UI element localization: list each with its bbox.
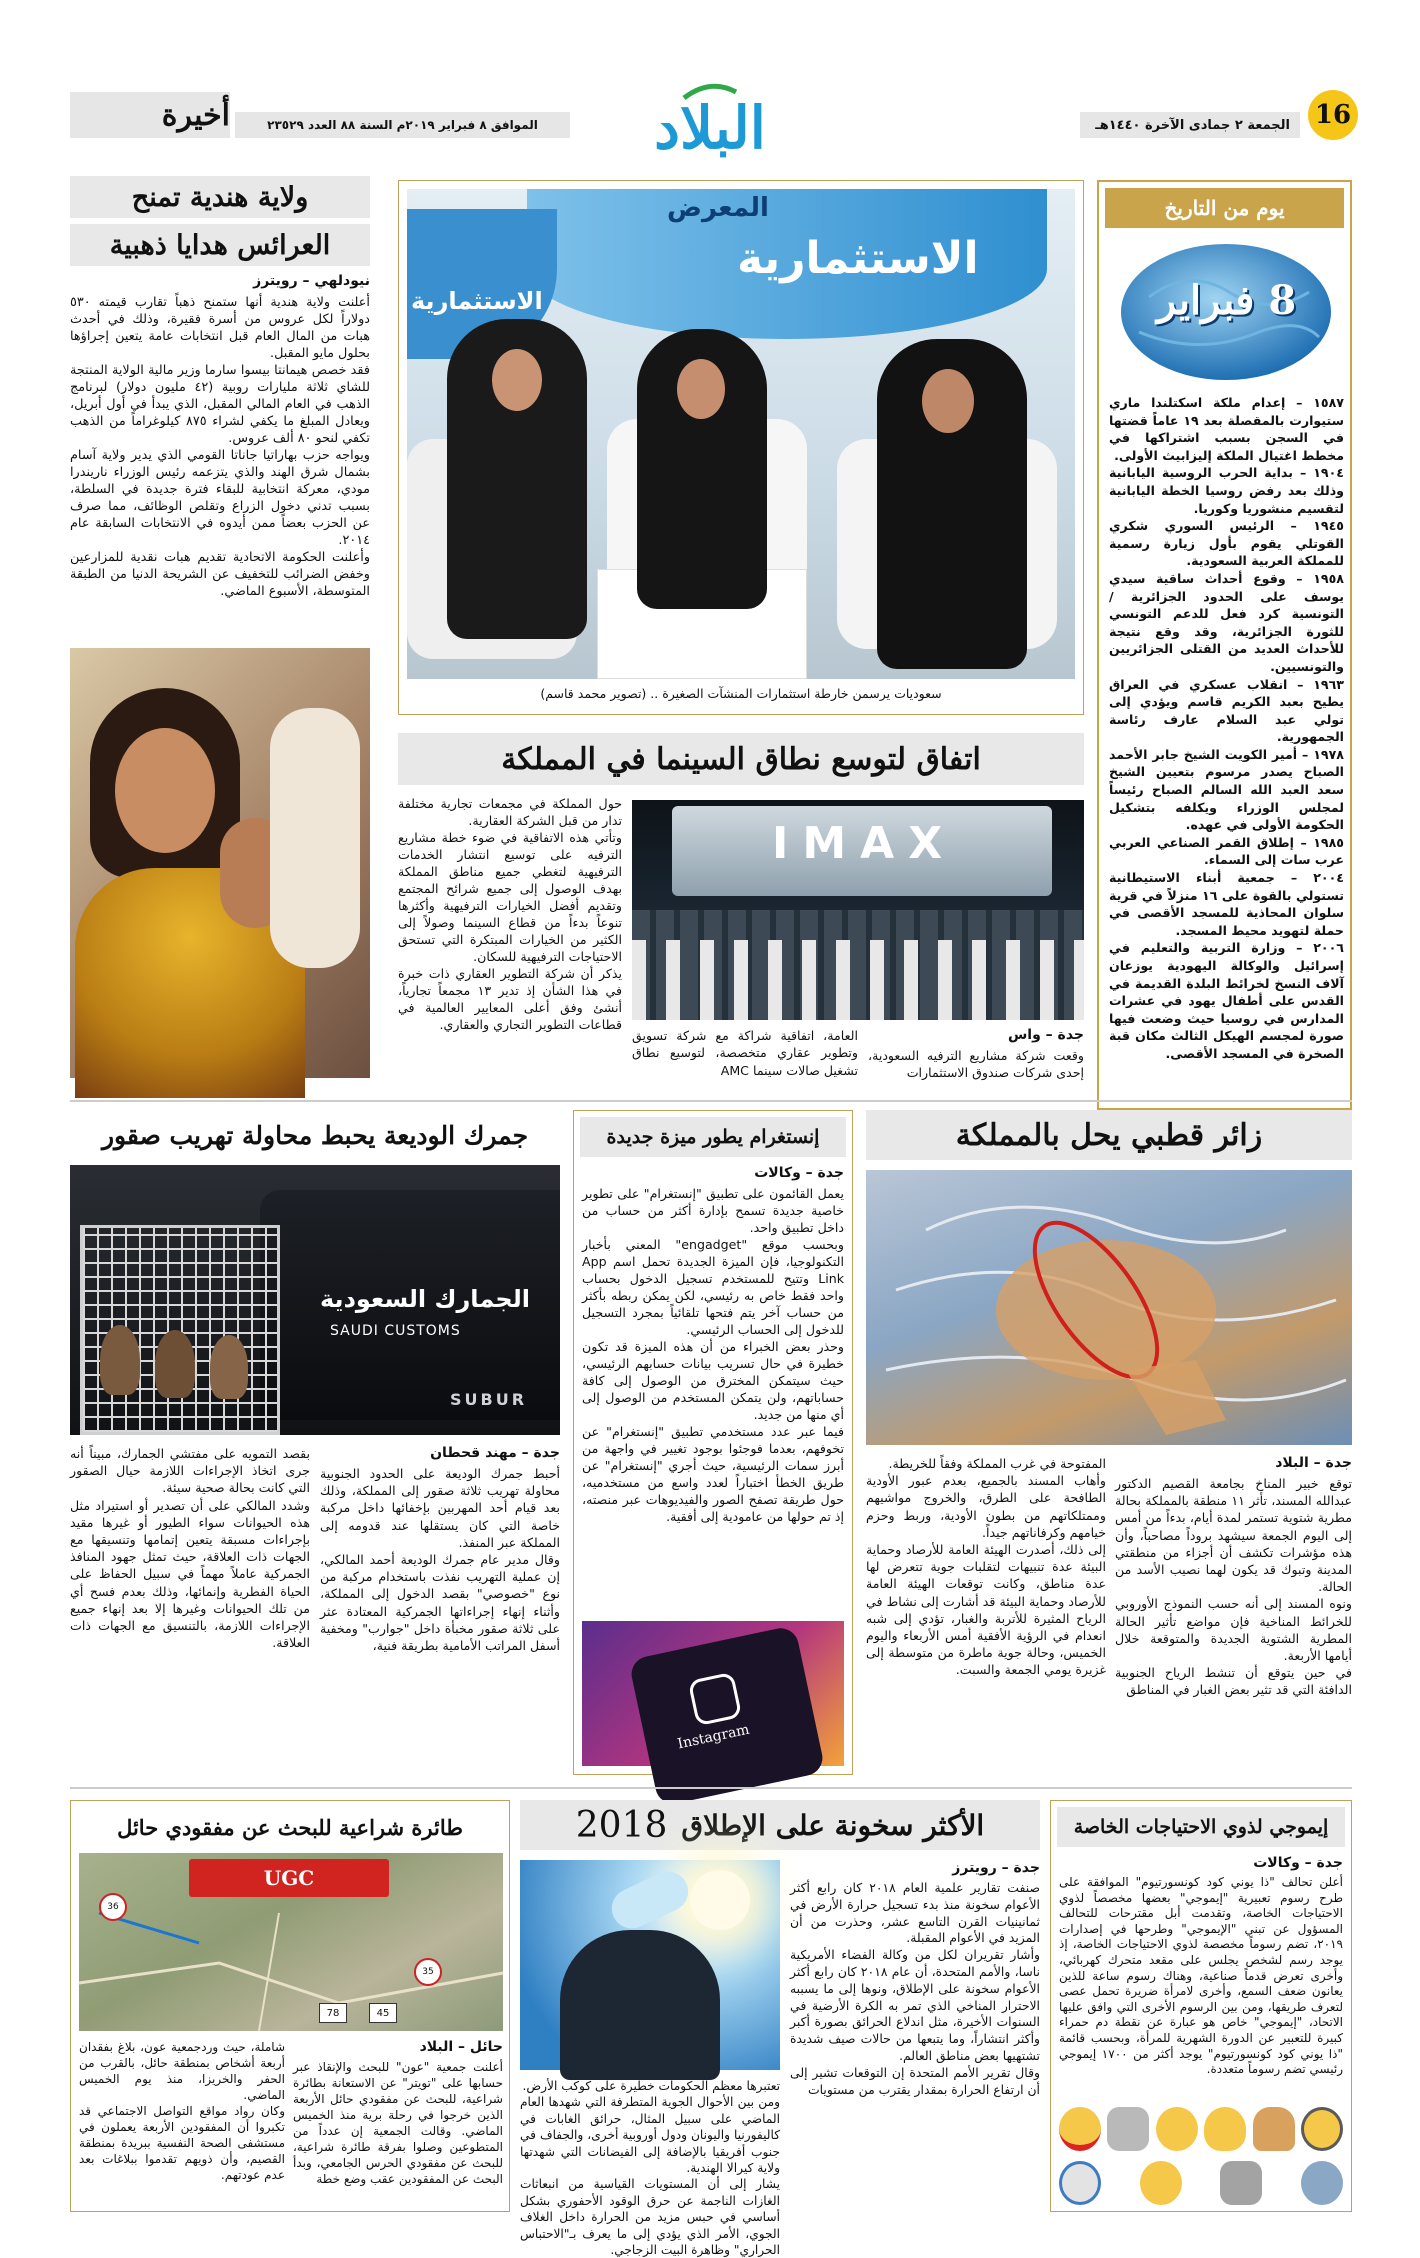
- map-marker-a: [319, 2003, 347, 2023]
- cinema-audience: [632, 940, 1084, 1020]
- heat-title-bar: [520, 1800, 1040, 1850]
- history-body: ١٥٨٧ – إعدام ملكة اسكتلندا ماري ستيوارت بالمقصلة بعد ١٩ عاماً قضتها في السجن بسبب اشتراكها في مخطط اغتيال الملكة إليزابيث الأولى. ١٩٠٤ – بداية الحرب الروسية اليابانية وذلك بعد رفض روسيا الخطة اليابانية لتقسيم منشوريا وكوريا. ١٩٤٥ – الرئيس السوري شكري القوتلي يقوم بأول زيارة رسمية للمملكة العربية السعودية. ١٩٥٨ – وقوع أحداث ساقية سيدي يوسف على الحدود الجزائرية / التونسية كرد فعل للدعم التونسي للثورة الجزائرية، وقد وقع نتيجة للأحداث العديد من القتلى الجزائريين والتونسيين. ١٩٦٣ – انقلاب عسكري في العراق يطيح بعبد الكريم قاسم ويؤدي إلى تولي عبد السلام عارف رئاسة الجمهورية. ١٩٧٨ – أمير الكويت الشيخ جابر الأحمد الصباح يصدر مرسوم بتعيين الشيخ سعد العبد الله السالم الصباح رئيساً لمجلس الوزراء ويكلفه بتشكيل الحكومة الأولى في عهده. ١٩٨٥ – إطلاق القمر الصناعي العربي عرب سات إلى السماء. ٢٠٠٤ – جمعية أبناء الاستيطانية تستولي بالقوة على ١٦ منزلاً في قرية سلوان المحاذية للمسجد الأقصى في حملة لتهويد محيط المسجد. ٢٠٠٦ – وزارة التربية والتعليم في إسرائيل والوكالة اليهودية يوزعان آلاف النسخ لخرائط البلدة القديمة في القدس على أطفال يهود في عشرات المدارس في روسيا حيث وضعت فيها صورة لمجسم الهيكل الثالث مكان قبة الصخرة في المسجد الأقصى.: [1109, 395, 1344, 1061]
- instagram-title: إنستغرام يطور ميزة جديدة: [580, 1117, 846, 1157]
- cinema-body-left: حول المملكة في مجمعات تجارية مختلفة تدار من قبل الشركة العقارية. وتأتي هذه الاتفاقية في ضوء خطة مشاريع الترفيه على توسيع انتشار الخدمات الترفيهية لتغطي جميع مناطق المملكة بهدف الوصول إلى جميع شرائح المجتمع وتقديم أفضل الخيارات الترفيهية وأكثرها تنوعاً بدءاً من قطاع السينما وصولاً إلى الكثير من الخيارات المبتكرة التي تستحق الاحتياجات الترفيهية للسكان. يذكر أن شركة التطوير العقاري ذات خبرة في هذا الشأن إذ تدير ١٣ مجمعاً تجارياً، أنشئ وفق أعلى المعايير العالمية في قطاعات التطوير التجاري والعقاري.: [398, 796, 622, 1032]
- falcon-3: [210, 1335, 248, 1399]
- emoji-body: أعلن تحالف "ذا يوني كود كونسورتيوم" الموافقة على طرح رسوم تعبيرية "إيموجي" بعضها مخصصاً لذوي الاحتياجات الخاصة، وتقدمت أبل مقترحات للتحالف المسؤول عن تبني "الإيموجي" وطرحها في إصدارات ٢٠١٩، تضم رسوماً مخصصة لذوي الاحتياجات الخاصة، إذ يوجد رسم لشخص يجلس على مقعد متحرك كهربائي، وأخرى تعرض قدماً صناعية، وهناك رسوم ساعة للذين يعانون ضعف السمع، وأخرى لامرأة ضريرة تحمل عصى لتعرف طريقها، ومن بين الرسوم الأخرى التي وافق عليها الاتحاد، "إيموجي" خاص هو عبارة عن نقطة دم حمراء كبيرة للتعبير عن الدورة الشهرية للمرأة، وبحسب قائمة "ذا يوني كود كونسورتيوم" يوجد أكثر من ١٧٠٠ إيموجي رئيسي تضم رسوماً متعددة.: [1059, 1875, 1344, 2077]
- drone-title: طائرة شراعية للبحث عن مفقودي حائل: [77, 1807, 503, 1847]
- cinema-title: اتفاق لتوسع نطاق السينما في المملكة: [398, 733, 1084, 785]
- india-byline: نيودلهي – رويترز: [253, 273, 370, 289]
- section-divider-2: [70, 1787, 1352, 1789]
- customs-body-right: أحبط جمرك الوديعة على الحدود الجنوبية محاولة تهريب ثلاثة صقور إلى المملكة، وذلك بعد قيام أحد المهربين بإخفائها داخل مركبة خاصة التي كان يستقلها عند قدومه إلى المملكة عبر المنفذ. وقال مدير عام جمرك الوديعة أحمد المالكي، إن عملية التهريب نفذت باستخدام مركبة من نوع "خصوصي" بقصد الدخول إلى المملكة، وأثناء إنهاء إجراءاتها الجمركية المعتادة عثر على ثلاثة صقور مخبأة داخل "جوارب" ومخفية أسفل المراتب الأمامية بطريقة فنية،: [320, 1466, 560, 1654]
- weather-map: [866, 1170, 1352, 1445]
- exhibition-photo-frame: [398, 180, 1084, 715]
- bride-photo: [70, 648, 370, 1078]
- cinema-body-mid: العامة، اتفاقية شراكة مع شركة تسويق وتطوير عقاري متخصصة، لتوسيع نطاق تشغيل صالات سينما AMC: [632, 1028, 858, 1078]
- page-number: 16: [1314, 100, 1352, 130]
- instagram-phone-photo: [582, 1621, 844, 1766]
- instagram-box: [573, 1110, 853, 1775]
- sign-language-emoji-icon: [1156, 2107, 1198, 2151]
- masthead-left-date: الموافق ٨ فبراير ٢٠١٩م السنة ٨٨ العدد ٢٣٥٢٩: [235, 112, 570, 138]
- date-graphic-text: 8 فبراير: [1156, 277, 1297, 324]
- india-title-line1: ولاية هندية تمنح: [70, 176, 370, 218]
- drone-box: [70, 1800, 510, 2212]
- emoji-grid: [1059, 2107, 1343, 2205]
- weather-map-graphic: [866, 1170, 1352, 1445]
- customs-photo: [70, 1165, 560, 1435]
- cinema-photo: [632, 800, 1084, 1020]
- section-label: أخيرة: [70, 92, 230, 138]
- india-body: أعلنت ولاية هندية أنها ستمنح ذهباً تقارب قيمته ٥٣٠ دولاراً لكل عروس من أسرة فقيرة، وذلك في أحدث هبات من المال العام قبل انتخابات عامة يتعين إجراؤها بحلول مايو المقبل. فقد خصص هيمانتا بيسوا سارما وزير مالية الولاية المنتجة للشاي ثلاثة مليارات روبية (٤٢ مليون دولار) لبرنامج الذهب في العام المالي المقبل، الذي يبدأ في أول أبريل، ويعادل المبلغ ما يكفي لشراء ٨٧٥ كيلوغراماً من الذهب تكفي لنحو ٨٠ ألف عروس. ويواجه حزب بهاراتيا جاناتا القومي الذي يدير ولاية آسام بشمال شرق الهند والذي يتزعمه رئيس الوزراء ناريندرا مودي، معركة انتخابية للبقاء فترة جديدة في السلطة، بسبب تدني دخول الزراع وتقلص الوظائف، مما صرف عن الحزب بعضاً ممن أيدوه في الانتخابات السابقة عام ٢٠١٤. وأعلنت الحكومة الاتحادية تقديم هبات نقدية للمزارعين وخفض الضرائب للتخفيف عن الشريحة الدنيا من الطبقة المتوسطة، الأسبوع الماضي.: [70, 295, 370, 599]
- exhibition-sign: [527, 189, 1047, 339]
- logo-swoosh-icon: [680, 82, 740, 102]
- guide-dog-emoji-icon: [1253, 2107, 1295, 2151]
- vehicle-model-text: SUBUR: [450, 1390, 528, 1409]
- weather-byline: جدة – البلاد: [1275, 1455, 1352, 1471]
- customs-body-left: بقصد التمويه على مفتشي الجمارك، مبيناً أنه جرى اتخاذ الإجراءات اللازمة حيال الصقور التي كانت بحالة صحية سيئة. وشدد المالكي على أن تصدير أو استيراد مثل هذه الحيوانات سواء الطيور أو غيرها مقيد بإجراءات مسبقة يتعين إتمامها وتنسيقها مع الجهات ذات العلاقة، حيث تمثل جهود المنافذ الجمركية عاملاً مهماً في سبيل الحفاظ على الحياة الفطرية وإنمائها، وذلك بعدم فسح أي من تلك الحيوانات وغيرها إلا بعد إنهاء جميع الإجراءات اللازمة، بالتنسيق مع الجهات ذات العلاقة.: [70, 1446, 310, 1651]
- cinema-body-right: وقعت شركة مشاريع الترفيه السعودية، إحدى شركات صندوق الاستثمارات: [868, 1048, 1084, 1081]
- woman-right-face: [922, 369, 974, 433]
- map-marker-a-label: 78: [326, 2007, 340, 2019]
- map-marker-d: [414, 1958, 442, 1986]
- man-silhouette: [560, 1930, 720, 2080]
- india-title-line2: العرائس هدايا ذهبية: [70, 224, 370, 266]
- woman-left-face: [492, 349, 542, 411]
- prosthetic-leg-emoji-icon: [1220, 2161, 1262, 2205]
- page-number-badge: [1308, 90, 1358, 140]
- sign-main-text: الاستثمارية: [737, 233, 979, 284]
- vehicle-english-text: SAUDI CUSTOMS: [330, 1323, 461, 1339]
- heat-title-text: الأكثر سخونة على الإطلاق: [681, 1808, 985, 1842]
- map-marker-b: [369, 2003, 397, 2023]
- map-roads: [79, 1853, 503, 2031]
- logo-text: البلاد: [654, 94, 766, 162]
- heat-body-right: صنفت تقارير علمية العام ٢٠١٨ كان رابع أكثر الأعوام سخونة منذ بدء تسجيل حرارة الأرض في ثمانينيات القرن التاسع عشر، وحذرت من أن المزيد في الأعوام المقبلة. وأشار تقريران لكل من وكالة الفضاء الأمريكية ناسا، والأمم المتحدة، أن عام ٢٠١٨ كان رابع أكثر الأعوام سخونة على الإطلاق، ونوها إلى ما يسببه الاحترار المناخي الذي تمر به الكرة الأرضية في السنوات الأخيرة، مثل اندلاع الحرائق بصورة أكبر وأكثر انتشاراً، وما يتبعها من حالات صيف شديدة تشتهيها بعض مناطق العالم. وقال تقرير الأمم المتحدة إن التوقعات تشير إلى أن ارتفاع الحرارة بمقدار يقترب من مستويات: [790, 1880, 1040, 2097]
- motorized-wheelchair-emoji-icon: [1301, 2161, 1343, 2205]
- drone-body-right: أعلنت جمعية "عون" للبحث والإنقاذ عبر حسابها على "تويتر" عن الاستعانة بطائرة شراعية، للبحث عن مفقودي حائل الأربعة الذين خرجوا في رحلة برية منذ الخميس الماضي. وقالت الجمعية إن عدداً من المتطوعين وصلوا بفرقة طائرة شراعية، للبحث عن مفقودي الحرس الجامعي، وبدأ البحث عن المفقودين عقب وضع خطة: [293, 2060, 503, 2186]
- heat-byline: جدة – رويترز: [952, 1860, 1040, 1876]
- blind-cane-emoji-icon: [1059, 2107, 1101, 2151]
- weather-title: زائر قطبي يحل بالمملكة: [866, 1110, 1352, 1160]
- instagram-body: يعمل القائمون على تطبيق "إنستغرام" على تطوير خاصية جديدة تسمح بإدارة أكثر من حساب من داخل تطبيق واحد. وبحسب موقع "engadget" المعني بأخبار التكنولوجيا، فإن الميزة الجديدة تحمل اسم App Link وتتيح للمستخدم تسجيل الدخول بحساب واحد فقط خاص به رئيسي، لكن يمكن ربطه بأكثر من حساب آخر يتم فتحها تلقائياً بمجرد التسجيل للدخول إلى الحساب الرئيسي. وحذر بعض الخبراء من أن هذه الميزة قد تكون خطيرة في حال تسريب بيانات حسابهم الرئيسي، حيث سيتمكن المخترق من الوصول إلى كافة حساباتهم، ولن يتمكن المستخدم من الوصول إلى أي منها من جديد. فيما عبر عدد مستخدمي تطبيق "إنستغرام" عن تخوفهم، بعدما فوجئوا بوجود تغيير في واجهة من أبرز سمات الرئيسية، حيث أجري "إنستغرام" عن طريق الخطأ اختباراً لعدد واسع من مستخدميه، حول طريقة تصفح الصور والفيديوهات عبر منصته، إذ تم حولها من عامودية إلى أفقية.: [582, 1186, 845, 1524]
- weather-body-left: المفتوحة في غرب المملكة وفقاً للخريطة. وأهاب المسند بالجميع، بعدم عبور الأودية الطافحة على الطرق، والخروج مواشيهم وممتلكاتهم من بطون الأودية، وربط وحزم خيامهم وكرفاناتهم جيداً. إلى ذلك، أصدرت الهيئة العامة للأرصاد وحماية البيئة عدة تنبيهات لتقلبات جوية تتعرض لها عدة مناطق، وكانت توقعات الهيئة العامة للأرصاد وحماية البيئة قد أشارت إلى نشاط في الرياح المثيرة للأتربة والغبار، تؤدي إلى شبه انعدام في الرؤية الأفقية أمس الأربعاء واليوم الخميس، وحالة جوية ماطرة من متوسطة إلى غزيرة يومي الجمعة والسبت.: [866, 1456, 1106, 1678]
- manual-wheelchair-emoji-icon: [1059, 2161, 1101, 2205]
- emoji-box: [1050, 1800, 1352, 2212]
- cinema-byline: جدة – واس: [1007, 1027, 1084, 1043]
- wheelchair-emoji-icon: [1301, 2107, 1343, 2151]
- sign-top-text: المعرض: [667, 193, 769, 223]
- map-marker-b-label: 45: [376, 2007, 390, 2019]
- drone-body-left: شاملة، حيث وردجمعية عون، بلاغ بفقدان أربعة أشخاص بمنطقة حائل، بالقرب من الحفر والخريزا، منذ يوم الخميس الماضي. وكان رواد مواقع التواصل الاجتماعي قد تكبروا أن المفقودين الأربعة يعملون في مستشفى الصحة النفسية ببريدة بمنطقة القصيم، وأن ذويهم تقدموا ببلاغات بعد عدم عودتهم.: [79, 2040, 285, 2182]
- heat-title-year: 2018: [575, 1804, 668, 1846]
- map-marker-c: [99, 1893, 127, 1921]
- ear-hearing-aid-emoji-icon: [1204, 2107, 1246, 2151]
- bride-face: [115, 728, 215, 853]
- imax-text: IMAX: [772, 818, 957, 869]
- exhibition-caption: سعوديات يرسمن خارطة استثمارات المنشآت الصغيرة .. (تصوير محمد قاسم): [540, 686, 942, 701]
- search-map: [79, 1853, 503, 2031]
- prosthetic-arm-emoji-icon: [1107, 2107, 1149, 2151]
- heat-body-left: تعتبرها معظم الحكومات خطيرة على كوكب الأرض. ومن بين الأحوال الجوية المتطرفة التي شهدها العام الماضي على سبيل المثال، حرائق الغابات في كاليفورنيا واليونان ودول أوروبية أخرى، والجفاف في جنوب أفريقيا بالإضافة إلى الفيضانات التي شهدتها ولاية كيرالا الهندية. يشار إلى أن المستويات القياسية من انبعاثات الغازات الناجمة عن حرق الوقود الأحفوري بشكل أساسي في حبس مزيد من الحرارة داخل الغلاف الجوي، الأمر الذي يؤدي إلى ما يعرف بـ"الاحتباس الحراري" وظاهرة البيت الزجاجي.: [520, 2079, 780, 2258]
- water-bottle: [605, 1865, 694, 1935]
- phone-label: Instagram: [676, 1721, 751, 1753]
- kneeling-person-emoji-icon: [1140, 2161, 1182, 2205]
- map-marker-d-label: 35: [422, 1967, 434, 1977]
- weather-body-right: توقع خبير المناخ بجامعة القصيم الدكتور عبدالله المسند، تأثر ١١ منطقة بالمملكة بحالة مطرية شتوية تستمر لمدة أيام، بدءاً من أمس إلى اليوم الجمعة سيشهد بروداً مصاحباً، وأن هذه مؤشرات تكشف أن أجزاء من منطقتي المدينة وتبوك قد يكون لهما نصيب الأسد من الحالة. ونوه المسند إلى أنه حسب النموذج الأوروبي للخرائط المناخية فإن مواضع تأثير الحالة المطرية الشتوية الجديدة والمتوقعة خلال أيامها الأربعة. في حين يتوقع أن تنشط الرياح الجنوبية الدافئة التي قد تثير بعض الغبار في المناطق: [1115, 1476, 1352, 1698]
- drone-byline: حائل – البلاد: [419, 2039, 503, 2055]
- exhibition-photo: [407, 189, 1075, 679]
- map-brand-text: UGC: [263, 1866, 315, 1890]
- sun-icon: [690, 1870, 750, 1930]
- emoji-title: إيموجي لذوي الاحتياجات الخاصة: [1057, 1807, 1345, 1847]
- falcon-2: [155, 1330, 195, 1398]
- vehicle-arabic-text: الجمارك السعودية: [320, 1285, 530, 1313]
- history-title: يوم من التاريخ: [1105, 188, 1344, 228]
- date-graphic: [1109, 237, 1344, 387]
- map-marker-c-label: 36: [107, 1902, 119, 1912]
- emoji-byline: جدة – وكالات: [1253, 1855, 1343, 1871]
- sign-left-text: الاستثمارية: [411, 287, 543, 315]
- masthead-right-date: الجمعة ٢ جمادى الآخرة ١٤٤٠هـ: [1080, 112, 1300, 138]
- customs-byline: جدة – مهند قحطان: [430, 1445, 560, 1461]
- woman-middle-face: [677, 359, 725, 419]
- newspaper-logo: [610, 80, 810, 160]
- background-figure: [270, 708, 360, 968]
- history-box: [1097, 180, 1352, 1110]
- customs-title: جمرك الوديعة يحبط محاولة تهريب صقور: [70, 1110, 560, 1160]
- heat-photo: [520, 1860, 780, 2070]
- instagram-byline: جدة – وكالات: [754, 1165, 844, 1181]
- masthead: [0, 0, 1420, 165]
- falcon-1: [100, 1325, 140, 1395]
- section-divider: [70, 1100, 1352, 1102]
